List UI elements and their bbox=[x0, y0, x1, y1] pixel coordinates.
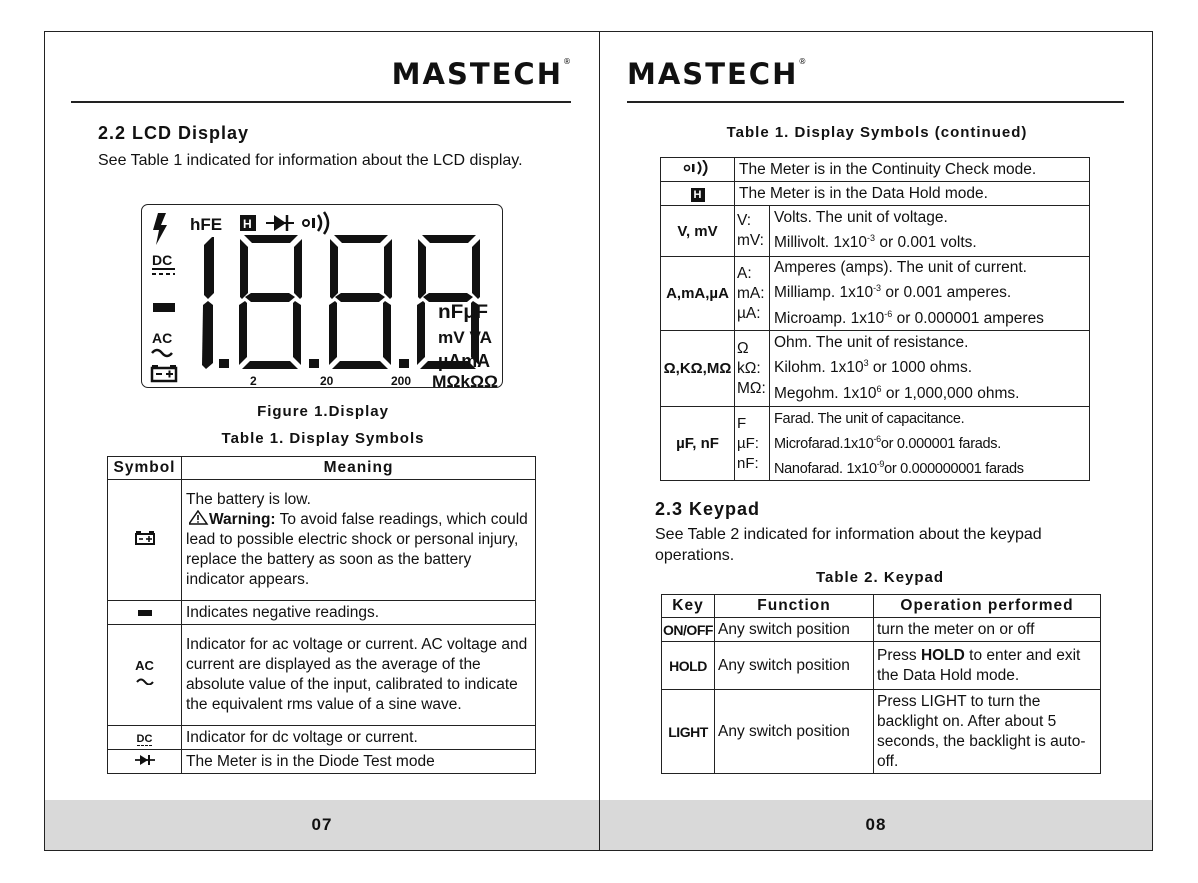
unit-description: Microamp. $1x10^{-6}$ or 0.000001 amperes bbox=[774, 308, 1044, 327]
battery-low-text: The battery is low. bbox=[186, 491, 311, 508]
brand-logo bbox=[627, 57, 806, 91]
symbol-cell bbox=[108, 625, 182, 726]
keypad-intro: See Table 2 indicated for information about the keypad operations. bbox=[655, 526, 1042, 564]
warning-label: Warning: bbox=[209, 511, 276, 528]
unit-label: F bbox=[737, 414, 747, 432]
unit-label: nF: bbox=[737, 454, 759, 472]
table-row bbox=[661, 331, 1090, 407]
unit-cell bbox=[735, 331, 770, 407]
table2-caption: Table 2. Keypad bbox=[815, 569, 945, 586]
table-header-meaning: Meaning bbox=[182, 457, 536, 480]
table1-caption: Table 1. Display Symbols bbox=[221, 430, 425, 447]
unit-description: Amperes (amps). The unit of current. bbox=[774, 259, 1027, 277]
header-rule bbox=[71, 101, 571, 103]
figure-caption: Figure 1.Display bbox=[257, 403, 389, 420]
hold-icon: H bbox=[691, 188, 705, 202]
lcd-units-resistance: MΩkΩΩ bbox=[432, 372, 498, 389]
unit-description: $Microfarad.1x10^{-6}or$ 0.000001 farads. bbox=[774, 433, 1001, 452]
symbol-cell bbox=[108, 480, 182, 601]
desc-cell bbox=[770, 407, 1090, 481]
unit-cell bbox=[735, 206, 770, 257]
unit-description: Kilohm. $1x10^3$ or 1000 ohms. bbox=[774, 358, 973, 377]
unit-label: mV: bbox=[737, 232, 764, 249]
lcd-ac-label: AC bbox=[152, 330, 173, 346]
brand-logo bbox=[392, 57, 571, 91]
unit-description: Nanofarad. $1x10^{-9}or$ 0.000000001 farads bbox=[774, 458, 1024, 477]
key-cell: LIGHT bbox=[662, 690, 715, 774]
table-row bbox=[108, 726, 536, 750]
lcd-range-200: 200 bbox=[391, 374, 412, 388]
lcd-display-figure bbox=[141, 204, 503, 388]
unit-cell bbox=[735, 257, 770, 331]
table-header-symbol: Symbol bbox=[108, 457, 182, 480]
ac-wave-icon bbox=[135, 677, 155, 685]
dc-symbol: DC bbox=[136, 732, 153, 745]
desc-cell bbox=[770, 206, 1090, 257]
table-header-key: Key bbox=[662, 595, 715, 618]
unit-description: Milliamp. $1x10^{-3}$ or 0.001 amperes. bbox=[774, 283, 1012, 302]
function-cell: Any switch position bbox=[715, 690, 874, 774]
lcd-continuity-icon bbox=[303, 212, 328, 234]
unit-description: Megohm. $1x10^6$ or 1,000,000 ohms. bbox=[774, 383, 1020, 402]
table-row bbox=[661, 158, 1090, 182]
warning-text: To avoid false readings, which could lead to possible electric shock or personal injury, replace the battery as soon as the battery indicator appears. bbox=[186, 511, 528, 588]
lcd-diode-icon bbox=[266, 215, 294, 231]
svg-text:H: H bbox=[243, 217, 252, 231]
lcd-units-capacitance: nFµF bbox=[438, 302, 488, 323]
table-row bbox=[661, 182, 1090, 206]
ac-symbol: AC bbox=[135, 658, 154, 673]
unit-description: Volts. The unit of voltage. bbox=[774, 209, 948, 227]
unit-description: Millivolt. $1x10^{-3}$ or 0.001 volts. bbox=[774, 233, 977, 252]
unit-description: Ohm. The unit of resistance. bbox=[774, 334, 969, 352]
meaning-cell: Indicator for ac voltage or current. AC voltage and current are displayed as the average of the absolute value of the input, calibrated to indicate the equivalent rms value of a sine wave. bbox=[182, 625, 536, 726]
page-footer bbox=[600, 800, 1152, 850]
unit-label: V: bbox=[737, 212, 752, 229]
table-header-row bbox=[662, 595, 1101, 618]
symbol-cell bbox=[108, 726, 182, 750]
operation-cell: Press HOLD to enter and exit the Data Hold mode. bbox=[874, 642, 1101, 690]
page-number: 08 bbox=[865, 815, 887, 834]
lcd-range-20: 20 bbox=[320, 374, 334, 388]
lcd-minus-segment bbox=[153, 303, 175, 312]
lcd-battery-icon bbox=[152, 365, 176, 381]
display-symbols-continued-table bbox=[660, 157, 1090, 481]
symbol-cell: Ω,KΩ,MΩ bbox=[661, 331, 735, 407]
unit-label: µF: bbox=[737, 434, 759, 452]
lcd-hold-icon bbox=[240, 215, 256, 231]
lcd-units-voltage: mV VA bbox=[438, 328, 492, 347]
key-cell: HOLD bbox=[662, 642, 715, 690]
right-page bbox=[599, 31, 1153, 851]
unit-cell bbox=[735, 407, 770, 481]
meaning-cell: Indicates negative readings. bbox=[182, 601, 536, 625]
brand-name: MASTECH bbox=[391, 57, 563, 91]
lcd-graphic bbox=[142, 205, 504, 389]
unit-description: Farad. The unit of capacitance. bbox=[774, 410, 965, 427]
page-footer bbox=[45, 800, 599, 850]
table-header-operation: Operation performed bbox=[874, 595, 1101, 618]
symbol-cell bbox=[661, 182, 735, 206]
symbol-cell bbox=[108, 601, 182, 625]
unit-label: mA: bbox=[737, 284, 765, 302]
table-row bbox=[108, 601, 536, 625]
function-cell: Any switch position bbox=[715, 618, 874, 642]
unit-label: A: bbox=[737, 264, 752, 282]
header-rule bbox=[627, 101, 1124, 103]
table-row bbox=[108, 750, 536, 774]
table-header-row bbox=[108, 457, 536, 480]
diode-icon bbox=[134, 754, 156, 766]
high-voltage-icon bbox=[153, 213, 167, 245]
lcd-range-2: 2 bbox=[250, 374, 257, 388]
registered-mark: ® bbox=[798, 57, 807, 66]
table-row bbox=[662, 690, 1101, 774]
table-row bbox=[662, 642, 1101, 690]
unit-label: Ω bbox=[737, 339, 749, 357]
table-row bbox=[662, 618, 1101, 642]
table-row bbox=[661, 257, 1090, 331]
meaning-cell bbox=[182, 480, 536, 601]
unit-label: MΩ: bbox=[737, 379, 766, 397]
key-cell: ON/OFF bbox=[662, 618, 715, 642]
lcd-dc-label: DC bbox=[152, 252, 173, 268]
display-symbols-table bbox=[107, 456, 536, 774]
table-header-function: Function bbox=[715, 595, 874, 618]
minus-icon bbox=[137, 609, 153, 617]
table-row bbox=[108, 480, 536, 601]
lcd-hfe-label: hFE bbox=[190, 215, 223, 234]
operation-cell: Press LIGHT to turn the backlight on. After about 5 seconds, the backlight is auto-off. bbox=[874, 690, 1101, 774]
section-title: 2.2 LCD Display bbox=[98, 123, 250, 143]
battery-icon bbox=[134, 530, 156, 546]
keypad-table bbox=[661, 594, 1101, 774]
desc-cell bbox=[770, 331, 1090, 407]
table1-continued-caption: Table 1. Display Symbols (continued) bbox=[726, 124, 1028, 141]
left-page bbox=[44, 31, 600, 851]
unit-label: µA: bbox=[737, 304, 761, 322]
function-cell: Any switch position bbox=[715, 642, 874, 690]
continuity-icon bbox=[683, 160, 713, 176]
table-row bbox=[661, 206, 1090, 257]
desc-cell bbox=[770, 257, 1090, 331]
symbol-cell: µF, nF bbox=[661, 407, 735, 481]
keypad-section-title: 2.3 Keypad bbox=[655, 499, 761, 519]
table-row bbox=[661, 407, 1090, 481]
desc-cell: The Meter is in the Continuity Check mode. bbox=[735, 158, 1090, 182]
brand-name: MASTECH bbox=[627, 57, 799, 91]
symbol-cell: A,mA,µA bbox=[661, 257, 735, 331]
registered-mark: ® bbox=[563, 57, 571, 66]
meaning-cell: The Meter is in the Diode Test mode bbox=[182, 750, 536, 774]
symbol-cell bbox=[661, 158, 735, 182]
page-number: 07 bbox=[311, 815, 333, 834]
symbol-cell: V, mV bbox=[661, 206, 735, 257]
section-intro: See Table 1 indicated for information about the LCD display. bbox=[98, 152, 523, 169]
lcd-units-current: µAmA bbox=[438, 351, 490, 371]
table-row bbox=[108, 625, 536, 726]
unit-label: kΩ: bbox=[737, 359, 761, 377]
meaning-cell: Indicator for dc voltage or current. bbox=[182, 726, 536, 750]
warning-icon bbox=[189, 510, 209, 525]
operation-cell: turn the meter on or off bbox=[874, 618, 1101, 642]
desc-cell: The Meter is in the Data Hold mode. bbox=[735, 182, 1090, 206]
symbol-cell bbox=[108, 750, 182, 774]
